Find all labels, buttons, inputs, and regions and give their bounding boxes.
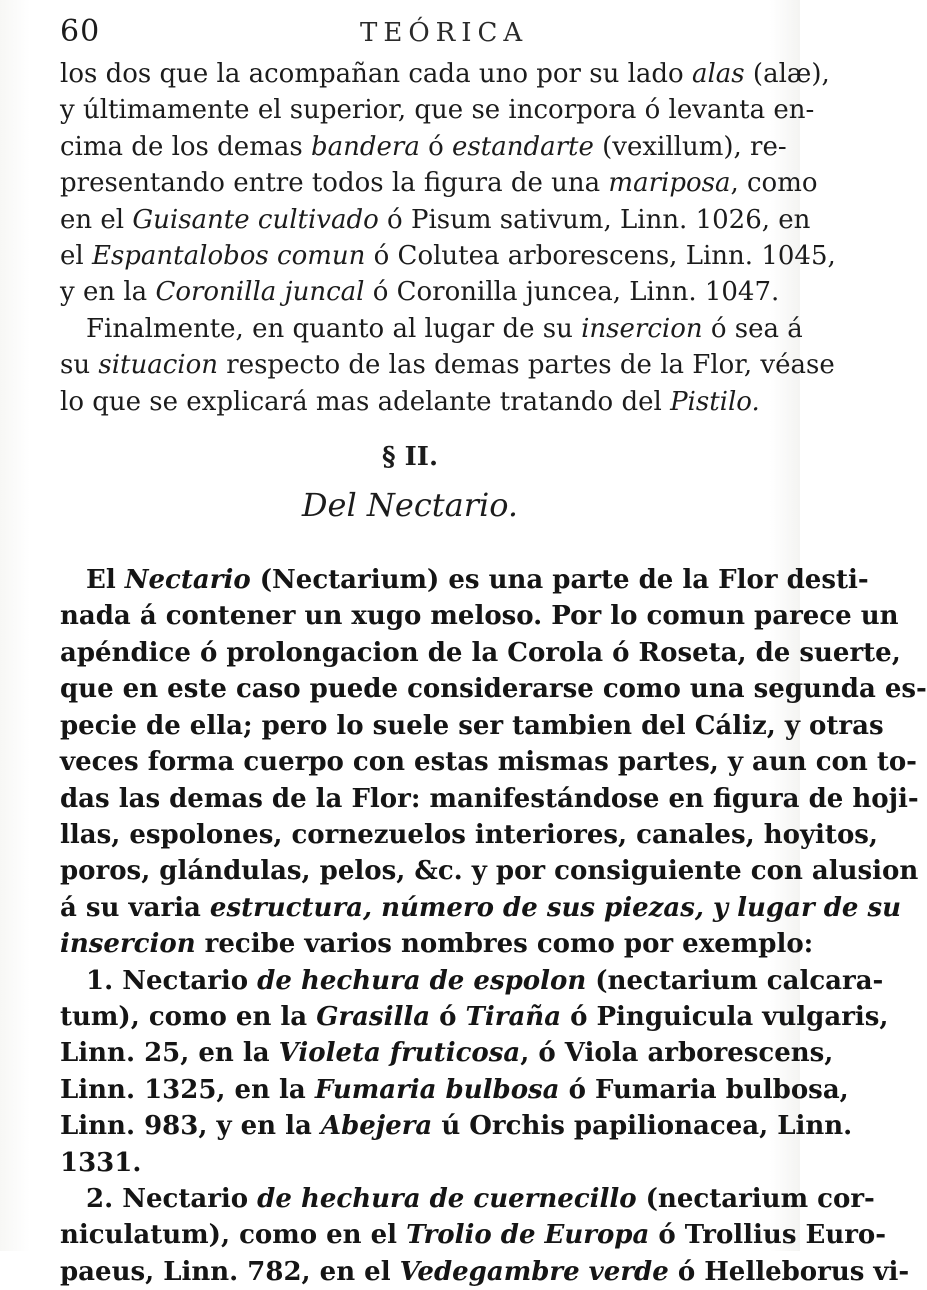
text-line xyxy=(60,1108,853,1144)
running-head: TEÓRICA xyxy=(360,18,529,48)
text-line xyxy=(60,56,830,92)
page-header xyxy=(60,14,760,50)
italic-term: Guisante cultivado xyxy=(132,204,379,235)
text-line xyxy=(60,1254,910,1290)
list-item-nectario-cuernecillo xyxy=(60,1181,910,1290)
text-line xyxy=(60,817,878,853)
text-run: ó xyxy=(430,1001,466,1032)
text-line xyxy=(60,635,901,671)
italic-term: Fumaria bulbosa xyxy=(314,1074,560,1105)
text-run: Linn. 983, y en la xyxy=(60,1111,321,1142)
text-line xyxy=(60,347,835,383)
section-number: § II. xyxy=(381,442,439,473)
text-line xyxy=(60,1035,834,1071)
text-run: niculatum), como en el xyxy=(60,1220,407,1251)
text-run: Finalmente, en quanto al lugar de su xyxy=(86,313,582,344)
text-run: cima de los demas xyxy=(60,131,311,162)
text-line xyxy=(60,1145,760,1181)
italic-term: insercion xyxy=(581,313,703,344)
text-run: ó sea á xyxy=(702,313,803,344)
text-run: 2. Nectario xyxy=(86,1183,258,1214)
italic-term: Vedegambre verde xyxy=(399,1256,669,1287)
text-line xyxy=(60,311,803,347)
text-run: (vexillum), re- xyxy=(593,131,787,162)
text-run: tum), como en la xyxy=(60,1001,317,1032)
text-run: pecie de ella; pero lo suele ser tambien del Cáliz, y otras xyxy=(60,710,884,741)
italic-term: Tiraña xyxy=(465,1001,562,1032)
text-run: recibe varios nombres como por exemplo: xyxy=(195,929,814,960)
text-line xyxy=(60,274,780,310)
text-run: ó Fumaria bulbosa, xyxy=(559,1074,849,1105)
text-line xyxy=(60,744,917,780)
italic-term: de hechura de cuernecillo xyxy=(257,1183,637,1214)
italic-term: bandera xyxy=(310,131,420,162)
text-run: (nectarium calcara- xyxy=(586,965,884,996)
text-run: (nectarium cor- xyxy=(636,1183,875,1214)
italic-term: insercion xyxy=(60,929,196,960)
text-line xyxy=(60,999,889,1035)
text-run: Linn. 1325, en la xyxy=(60,1074,315,1105)
text-run: que en este caso puede considerarse como una segunda es- xyxy=(60,674,927,705)
text-run: los dos que la acompañan cada uno por su lado xyxy=(60,59,692,89)
italic-term: Nectario xyxy=(124,565,251,596)
text-run: ó Coronilla juncea, Linn. 1047. xyxy=(364,277,780,308)
italic-term: estandarte xyxy=(452,131,594,162)
text-line xyxy=(60,963,884,999)
text-run: respecto de las demas partes de la Flor, véase xyxy=(218,350,835,381)
text-run: Linn. 25, en la xyxy=(60,1038,279,1069)
text-run: (Nectarium) es una parte de la Flor desti- xyxy=(250,565,869,596)
text-run: y en la xyxy=(60,277,156,308)
text-run: paeus, Linn. 782, en el xyxy=(60,1256,400,1287)
text-run: (alæ), xyxy=(744,59,830,89)
page-number: 60 xyxy=(60,14,101,49)
text-run: , ó Viola arborescens, xyxy=(520,1038,834,1069)
text-run: llas, espolones, cornezuelos interiores, canales, hoyitos, xyxy=(60,819,878,850)
text-line xyxy=(60,708,884,744)
section-title: Del Nectario. xyxy=(301,486,519,525)
italic-term: Grasilla xyxy=(316,1001,431,1032)
text-line xyxy=(60,384,760,420)
italic-term: Abejera xyxy=(320,1111,433,1142)
italic-term: de hechura de espolon xyxy=(257,965,587,996)
italic-term: Coronilla juncal xyxy=(155,277,365,308)
text-line xyxy=(60,562,869,598)
text-run: nada á contener un xugo meloso. Por lo comun parece un xyxy=(60,601,899,632)
text-line xyxy=(60,1072,849,1108)
text-run: das las demas de la Flor: manifestándose en figura de hoji- xyxy=(60,783,919,814)
text-line xyxy=(60,853,919,889)
text-run: ú Orchis papilionacea, Linn. xyxy=(432,1111,853,1142)
italic-term: Trolio de Europa xyxy=(406,1220,650,1251)
text-run: ó Colutea arborescens, Linn. 1045, xyxy=(365,241,836,272)
text-line xyxy=(60,92,815,128)
text-line xyxy=(60,1181,875,1217)
text-run: , como xyxy=(730,168,818,199)
text-run: su xyxy=(60,350,99,381)
text-run: á su varia xyxy=(60,892,210,923)
paragraph-alas-continuation xyxy=(60,56,836,311)
text-run: el xyxy=(60,241,92,272)
italic-term: estructura, número de sus piezas, y lugar de su xyxy=(209,892,902,923)
text-line xyxy=(60,165,818,201)
text-line xyxy=(60,238,836,274)
italic-term: situacion xyxy=(98,350,218,381)
text-run: y últimamente el superior, que se incorpora ó levanta en- xyxy=(60,95,815,126)
page-body xyxy=(60,56,927,1290)
text-run: ó Pisum sativum, Linn. 1026, en xyxy=(378,204,811,235)
italic-term: mariposa xyxy=(608,168,731,199)
paragraph-nectario-definition xyxy=(60,562,927,962)
text-run: El xyxy=(86,565,125,596)
text-line xyxy=(60,1217,887,1253)
text-line xyxy=(60,129,787,165)
text-run: ó xyxy=(419,131,453,162)
paragraph-insercion xyxy=(60,311,835,420)
text-run: veces forma cuerpo con estas mismas partes, y aun con to- xyxy=(60,747,917,778)
italic-term: Violeta fruticosa xyxy=(278,1038,521,1069)
list-item-nectario-espolon xyxy=(60,963,889,1181)
text-line xyxy=(60,926,814,962)
italic-term: Pistilo. xyxy=(670,386,760,417)
text-run: presentando entre todos la figura de una xyxy=(60,168,609,199)
text-run: ó Helleborus vi- xyxy=(668,1256,910,1287)
text-run: apéndice ó prolongacion de la Corola ó Roseta, de suerte, xyxy=(60,637,901,668)
italic-term: Espantalobos comun xyxy=(91,241,366,272)
text-line xyxy=(60,598,899,634)
text-run: poros, glándulas, pelos, &c. y por consiguiente con alusion xyxy=(60,856,919,887)
text-line xyxy=(60,781,919,817)
text-line xyxy=(60,671,927,707)
italic-term: alas xyxy=(691,59,745,89)
text-line xyxy=(60,890,902,926)
text-line xyxy=(60,202,811,238)
text-run: ó Trollius Euro- xyxy=(649,1220,887,1251)
text-run: 1331. xyxy=(60,1147,142,1178)
text-run: en el xyxy=(60,204,133,235)
text-run: 1. Nectario xyxy=(86,965,258,996)
text-run: lo que se explicará mas adelante tratando del xyxy=(60,386,671,417)
text-run: ó Pinguicula vulgaris, xyxy=(561,1001,889,1032)
